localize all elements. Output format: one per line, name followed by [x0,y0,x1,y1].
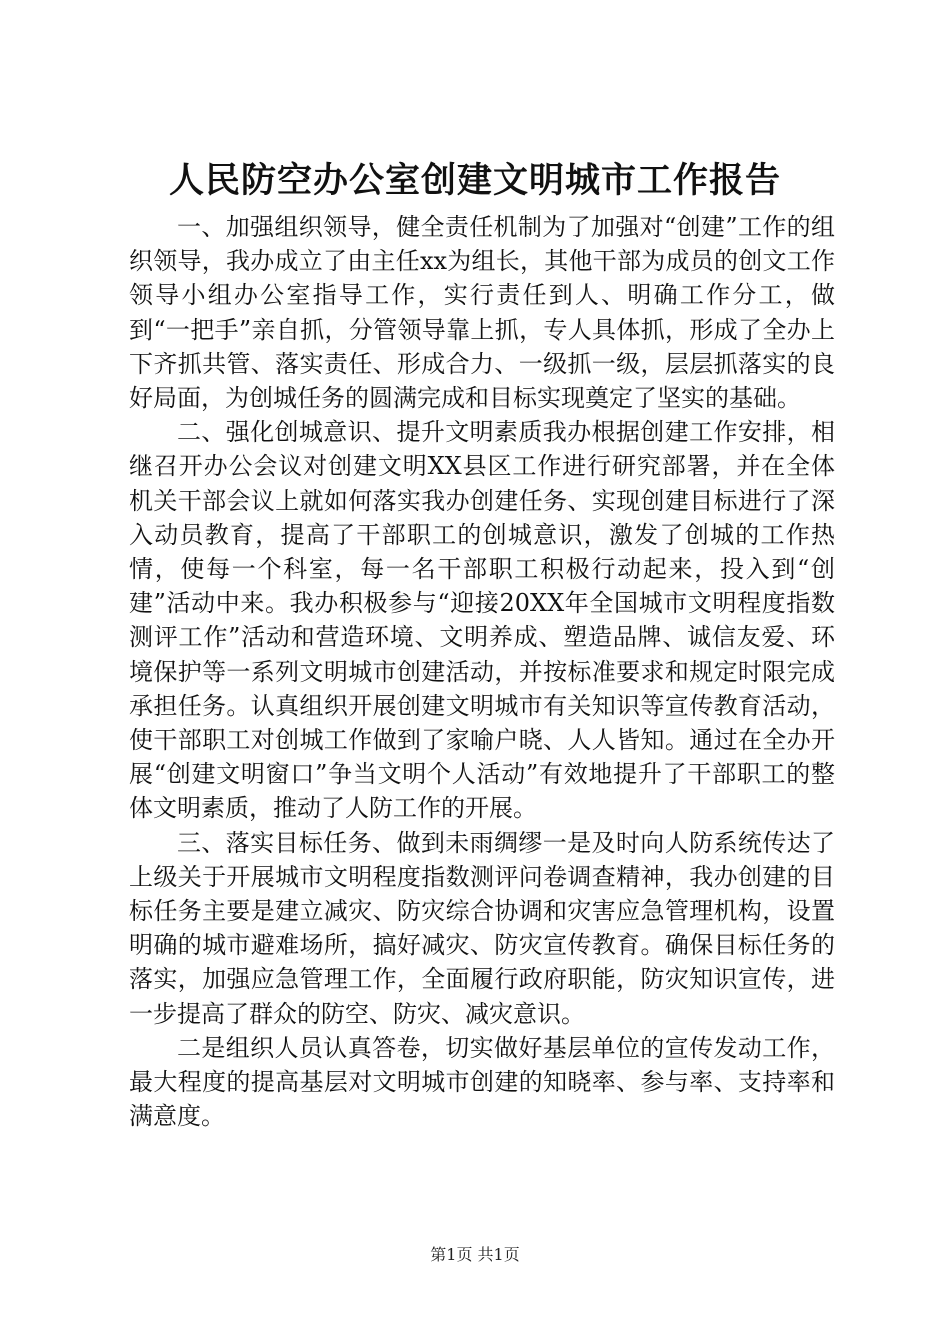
page-footer: 第1页 共1页 [430,1245,520,1264]
paragraph-4: 二是组织人员认真答卷，切实做好基层单位的宣传发动工作，最大程度的提高基层对文明城市创建的知晓率、参与率、支持率和满意度。 [129,1033,835,1131]
paragraph-2: 二、强化创城意识、提升文明素质我办根据创建工作安排，相继召开办公会议对创建文明XX县区工作进行研究部署，并在全体机关干部会议上就如何落实我办创建任务、实现创建目标进行了深入动员教育，提高了干部职工的创城意识，激发了创城的工作热情，使每一个科室，每一名干部职工积极行动起来，投入到“创建”活动中来。我办积极参与“迎接20XX年全国城市文明程度指数测评工作”活动和营造环境、文明养成、塑造品牌、诚信友爱、环境保护等一系列文明城市创建活动，并按标准要求和规定时限完成承担任务。认真组织开展创建文明城市有关知识等宣传教育活动，使干部职工对创城工作做到了家喻户晓、人人皆知。通过在全办开展“创建文明窗口”争当文明个人活动”有效地提升了干部职工的整体文明素质，推动了人防工作的开展。 [129,418,835,823]
paragraph-3: 三、落实目标任务、做到未雨绸缪一是及时向人防系统传达了上级关于开展城市文明程度指数测评问卷调查精神，我办创建的目标任务主要是建立减灾、防灾综合协调和灾害应急管理机构，设置明确的城市避难场所，搞好减灾、防灾宣传教育。确保目标任务的落实，加强应急管理工作，全面履行政府职能，防灾知识宣传，进一步提高了群众的防空、防灾、减灾意识。 [129,828,835,1028]
document-title: 人民防空办公室创建文明城市工作报告 [168,160,781,201]
paragraph-1: 一、加强组织领导，健全责任机制为了加强对“创建”工作的组织领导，我办成立了由主任xx为组长，其他干部为成员的创文工作领导小组办公室指导工作，实行责任到人、明确工作分工，做到“一把手”亲自抓，分管领导靠上抓，专人具体抓，形成了全办上下齐抓共管、落实责任、形成合力、一级抓一级，层层抓落实的良好局面，为创城任务的圆满完成和目标实现奠定了坚实的基础。 [129,213,835,413]
document-body [129,210,835,1133]
